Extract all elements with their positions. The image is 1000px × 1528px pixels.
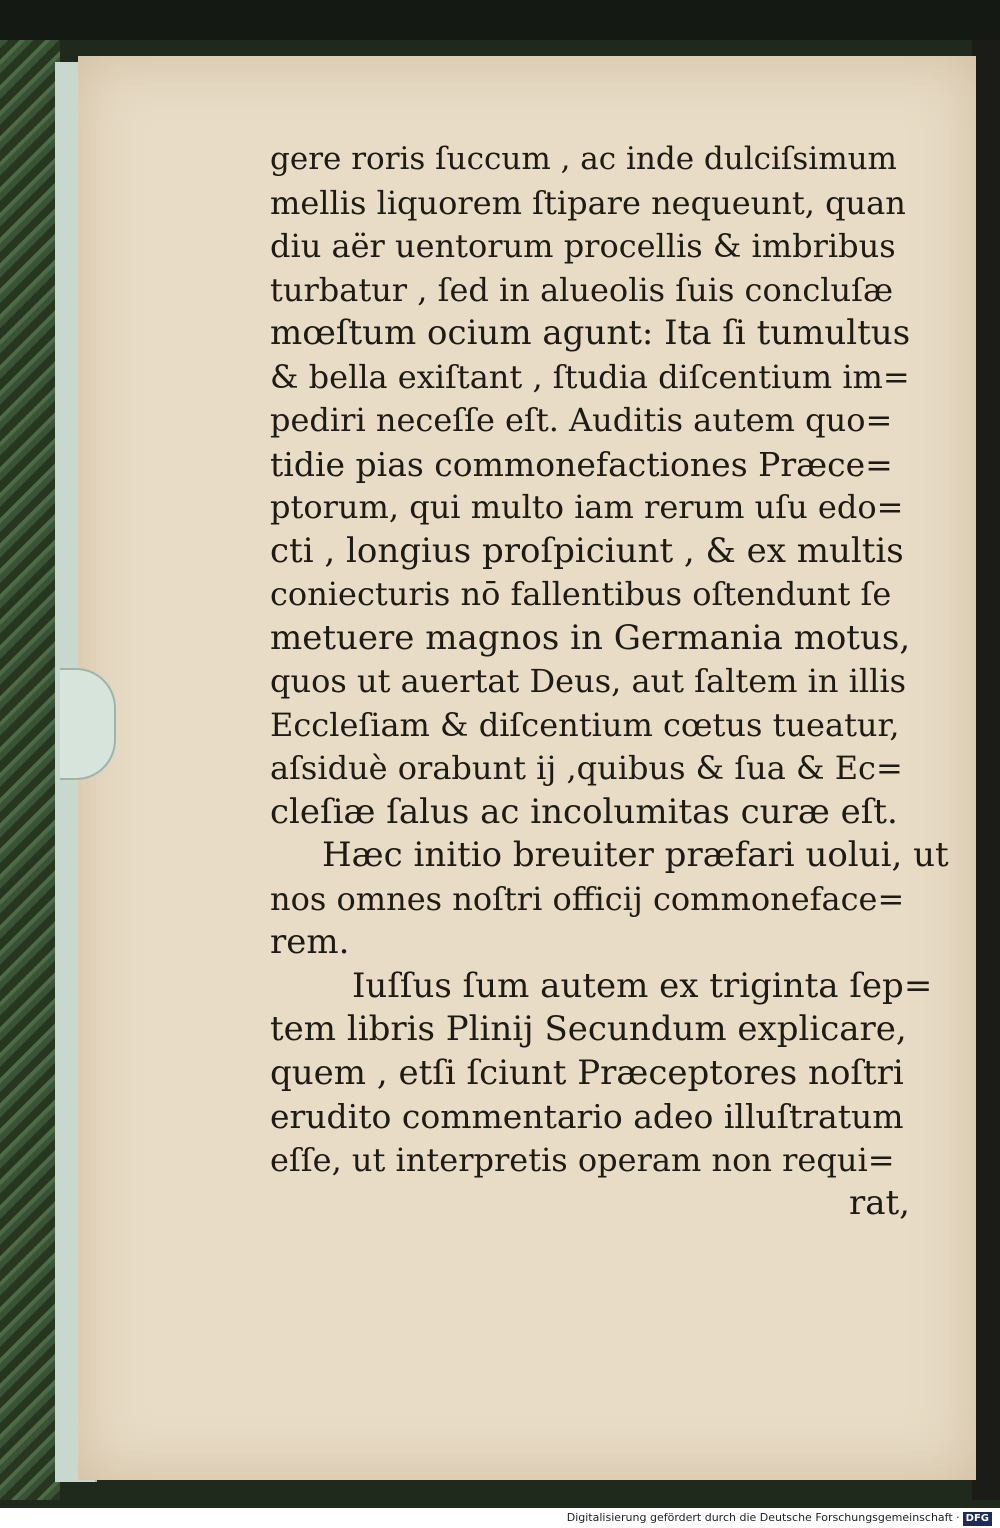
text-line: tidie pias commonefactiones Præce= xyxy=(270,444,893,484)
digitization-footer xyxy=(0,1508,1000,1528)
text-line: eſſe, ut interpretis operam non requi= xyxy=(270,1140,895,1179)
text-line: & bella exiſtant , ſtudia diſcentium im= xyxy=(270,357,910,396)
text-line: diu aër uentorum procellis & imbribus xyxy=(270,227,896,265)
marbled-cover xyxy=(0,40,60,1500)
text-line: aſsiduè orabunt ij ,quibus & ſua & Ec= xyxy=(270,749,903,787)
text-line: rem. xyxy=(270,922,350,962)
text-line: metuere magnos in Germania motus, xyxy=(270,617,911,658)
text-line: gere roris ſuccum , ac inde dulciſsimum xyxy=(270,141,897,177)
text-line: quem , etſi ſciunt Præceptores noſtri xyxy=(270,1052,904,1093)
text-line: ptorum, qui multo iam rerum uſu edo= xyxy=(270,488,904,526)
text-line: tem libris Plinij Secundum explicare, xyxy=(270,1009,907,1049)
spine-edge xyxy=(972,40,1000,1500)
text-line: mœſtum ocium agunt: Ita ſi tumultus xyxy=(270,313,911,353)
text-line: quos ut auertat Deus, aut ſaltem in illis xyxy=(270,662,907,700)
text-line: cleſiæ ſalus ac incolumitas curæ eſt. xyxy=(270,791,898,832)
text-line: Hæc initio breuiter præfari uolui, ut xyxy=(322,835,949,875)
page-tab xyxy=(60,668,116,780)
text-line: pediri neceſſe eſt. Auditis autem quo= xyxy=(270,401,893,439)
text-line: cti , longius proſpiciunt , & ex multis xyxy=(270,530,904,571)
text-line: nos omnes noſtri officij commoneface= xyxy=(270,879,905,918)
cover-top-edge xyxy=(0,0,1000,40)
text-line: turbatur , ſed in alueolis ſuis concluſæ xyxy=(270,270,894,309)
text-line: erudito commentario adeo illuſtratum xyxy=(270,1097,904,1136)
text-line: coniecturis nō fallentibus oſtendunt ſe xyxy=(270,575,892,613)
footer-credit: Digitalisierung gefördert durch die Deutsche Forschungsgemeinschaft · xyxy=(566,1511,960,1524)
text-line: Iuſſus ſum autem ex triginta ſep= xyxy=(352,965,933,1006)
catchword: rat, xyxy=(849,1183,910,1223)
text-line: Eccleſiam & diſcentium cœtus tueatur, xyxy=(270,705,900,744)
page-text xyxy=(270,138,949,1226)
text-line: mellis liquorem ſtipare nequeunt, quan xyxy=(270,183,906,222)
dfg-logo: DFG xyxy=(963,1512,992,1526)
